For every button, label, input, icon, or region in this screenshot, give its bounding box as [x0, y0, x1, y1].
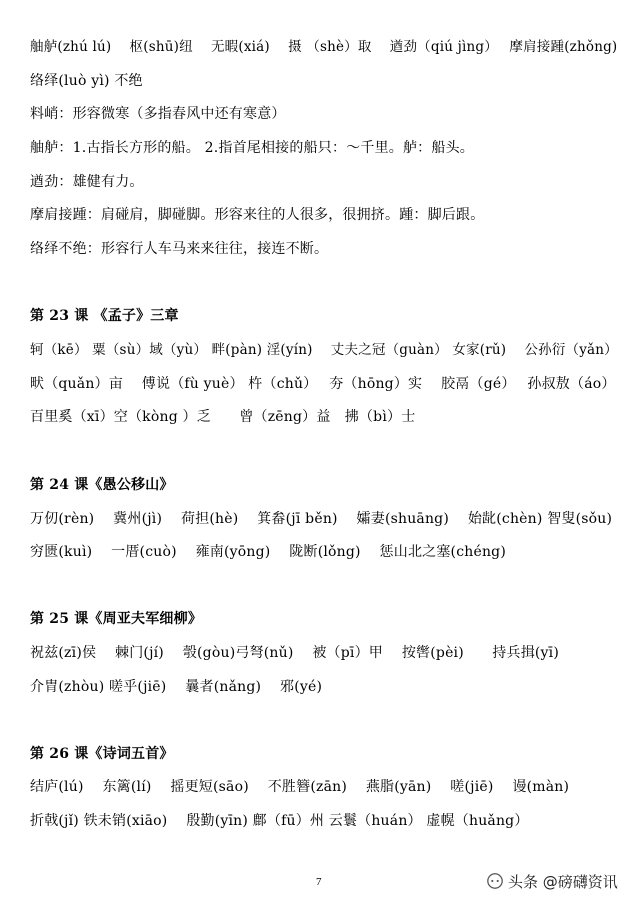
lesson-heading: 第 25 课《周亚夫军细柳》 [30, 611, 203, 627]
definition-line: 料峭：形容微寒（多指春风中还有寒意） [30, 106, 286, 122]
watermark-text: 头条 @磅礴资讯 [508, 872, 618, 891]
vocab-row: 畎（quǎn）亩 傅说（fù yuè） 杵（chǔ） 夯（hōng）实 胶鬲（gé） 孙叔敖（áo） [30, 376, 616, 392]
definition-line: 遒劲：雄健有力。 [30, 174, 144, 190]
vocab-line: 络绎(luò yì) 不绝 [30, 73, 143, 89]
lesson-heading: 第 23 课 《孟子》三章 [30, 308, 179, 324]
definition-line: 络绎不绝：形容行人车马来来往往，接连不断。 [30, 241, 329, 257]
definition-line: 舳舻：1.古指长方形的船。 2.指首尾相接的船只：～千里。舻：船头。 [30, 140, 474, 156]
vocab-row: 穷匮(kuì) 一厝(cuò) 雍南(yōng) 陇断(lǒng) 惩山北之塞(chéng) [30, 544, 507, 560]
vocab-row: 折戟(jǐ) 铁未销(xiāo) 殷勤(yīn) 鄜（fū）州 云鬟（huán） 虚幌（huǎng） [30, 813, 529, 829]
vocab-row: 轲（kē） 粟（sù）域（yù） 畔(pàn) 淫(yín) 丈夫之冠（guàn） 女家(rǔ) 公孙衍（yǎn） [30, 342, 618, 358]
vocab-row: 百里奚（xī）空（kòng ）乏 曾（zēng）益 拂（bì）士 [30, 409, 416, 425]
vocab-row: 祝兹(zī)侯 棘门(jí) 彀(gòu)弓弩(nǔ) 被（pī）甲 按辔(pèi) 持兵揖(yī) [30, 645, 560, 661]
page-number: 7 [316, 876, 322, 888]
lesson-heading: 第 26 课《诗词五首》 [30, 746, 174, 762]
vocab-line: 舳舻(zhú lú) 枢(shū)纽 无暇(xiá) 摄 （shè）取 遒劲（qiú jìng） 摩肩接踵(zhǒng) [30, 39, 618, 55]
vocab-row: 结庐(lú) 东篱(lí) 摇更短(sāo) 不胜簪(zān) 燕脂(yān) 嗟(jiē) 谩(màn) [30, 779, 570, 795]
definition-line: 摩肩接踵：肩碰肩，脚碰脚。形容来往的人很多，很拥挤。踵：脚后跟。 [30, 207, 485, 223]
vocab-row: 万仞(rèn) 冀州(jì) 荷担(hè) 箕畚(jī běn) 孀妻(shuāng) 始龀(chèn) 智叟(sǒu) [30, 511, 613, 527]
watermark [486, 866, 618, 896]
vocab-row: 介胄(zhòu) 嗟乎(jiē) 曩者(nǎng) 邪(yé) [30, 679, 323, 695]
chat-bubble-icon [486, 872, 504, 890]
lesson-heading: 第 24 课《愚公移山》 [30, 477, 174, 493]
